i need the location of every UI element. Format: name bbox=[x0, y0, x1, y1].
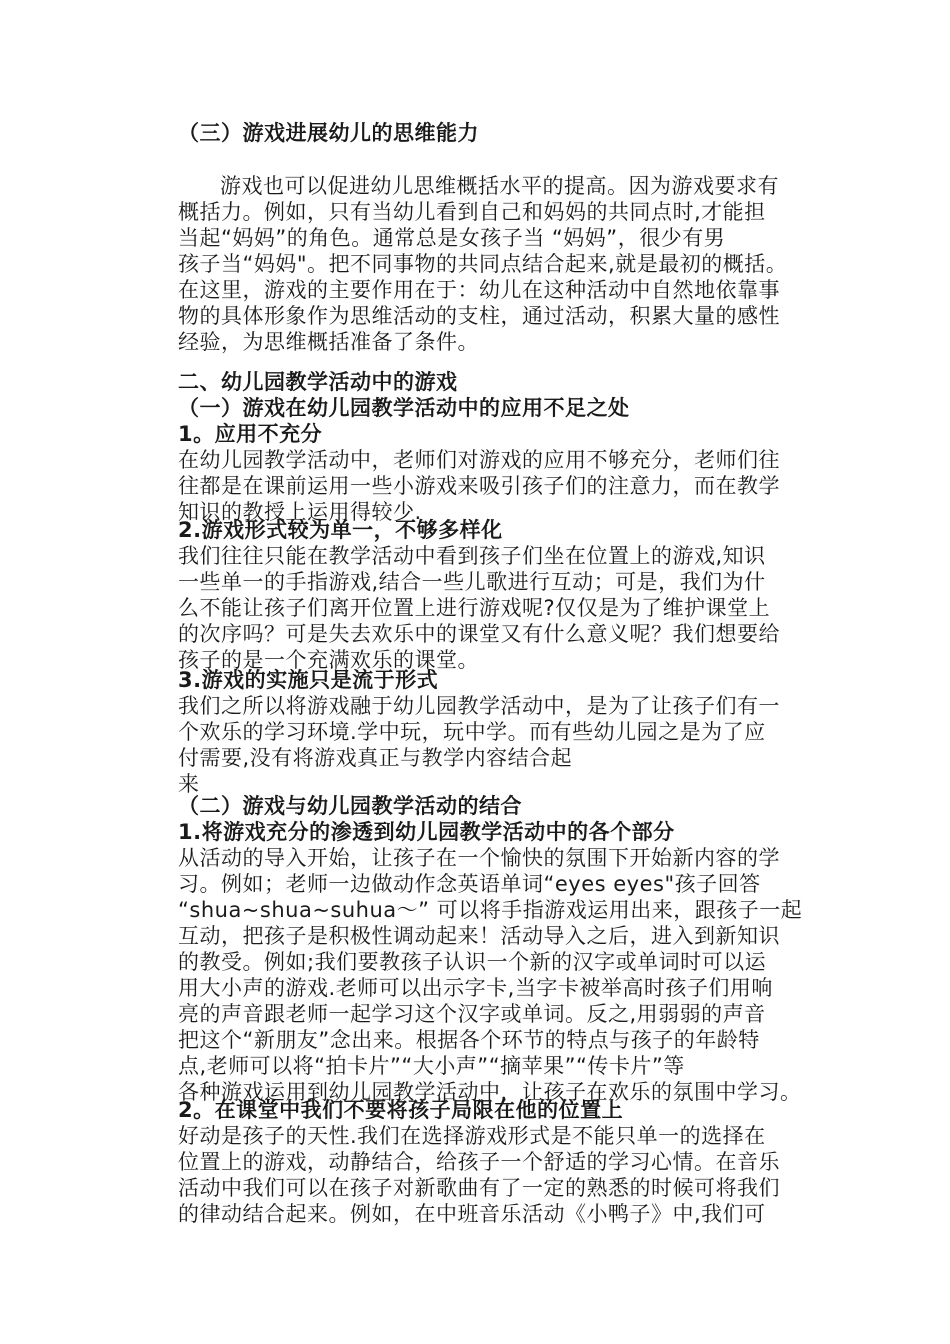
paragraph-line: 在这里，游戏的主要作用在于：幼儿在这种活动中自然地依靠事 bbox=[178, 278, 780, 302]
paragraph-line: 亮的声音跟老师一起学习这个汉字或单词。反之,用弱弱的声音 bbox=[178, 1002, 766, 1026]
item-heading: 1。应用不充分 bbox=[178, 422, 323, 446]
paragraph-line: 个欢乐的学习环境.学中玩，玩中学。而有些幼儿园之是为了应 bbox=[178, 720, 766, 744]
paragraph-line: 用大小声的游戏.老师可以出示字卡,当字卡被举高时孩子们用响 bbox=[178, 976, 773, 1000]
paragraph-line: 孩子的是一个充满欢乐的课堂。 bbox=[178, 648, 479, 672]
paragraph-line: 孩子当“妈妈"。把不同事物的共同点结合起来,就是最初的概括。 bbox=[178, 252, 788, 276]
paragraph-line: 概括力。例如，只有当幼儿看到自己和妈妈的共同点时,才能担 bbox=[178, 200, 766, 224]
item-heading: 1.将游戏充分的渗透到幼儿园教学活动中的各个部分 bbox=[178, 820, 675, 844]
part-heading: 二、幼儿园教学活动中的游戏 bbox=[178, 370, 458, 394]
paragraph-line: 各种游戏运用到幼儿园教学活动中，让孩子在欢乐的氛围中学习。 bbox=[178, 1080, 802, 1104]
paragraph-line: 从活动的导入开始，让孩子在一个愉快的氛围下开始新内容的学 bbox=[178, 846, 780, 870]
paragraph-line: 知识的教授上运用得较少. bbox=[178, 500, 422, 524]
paragraph-line: 点,老师可以将“拍卡片”“大小声”“摘苹果”“传卡片”等 bbox=[178, 1054, 685, 1078]
paragraph-line: 游戏也可以促进幼儿思维概括水平的提高。因为游戏要求有 bbox=[220, 174, 779, 198]
paragraph-line: 把这个“新朋友”念出来。根据各个环节的特点与孩子的年龄特 bbox=[178, 1028, 760, 1052]
paragraph-line: 我们之所以将游戏融于幼儿园教学活动中，是为了让孩子们有一 bbox=[178, 694, 780, 718]
paragraph-line: 经验，为思维概括准备了条件。 bbox=[178, 330, 479, 354]
paragraph-line: 好动是孩子的天性.我们在选择游戏形式是不能只单一的选择在 bbox=[178, 1124, 766, 1148]
paragraph-line: 习。例如；老师一边做动作念英语单词“eyes eyes"孩子回答 bbox=[178, 872, 761, 896]
paragraph-line: 的教受。例如;我们要教孩子认识一个新的汉字或单词时可以运 bbox=[178, 950, 767, 974]
subsection-heading: （二）游戏与幼儿园教学活动的结合 bbox=[178, 794, 522, 818]
paragraph-line: 来 bbox=[178, 772, 200, 796]
paragraph-line: 的律动结合起来。例如，在中班音乐活动《小鸭子》中,我们可 bbox=[178, 1202, 766, 1226]
paragraph-line: “shua~shua~suhua～” 可以将手指游戏运用出来，跟孩子一起 bbox=[178, 898, 803, 922]
paragraph-line: 付需要,没有将游戏真正与教学内容结合起 bbox=[178, 746, 573, 770]
paragraph-line: 的次序吗？可是失去欢乐中的课堂又有什么意义呢？我们想要给 bbox=[178, 622, 780, 646]
paragraph-line: 当起“妈妈”的角色。通常总是女孩子当 “妈妈”，很少有男 bbox=[178, 226, 726, 250]
section-heading: （三）游戏进展幼儿的思维能力 bbox=[178, 121, 479, 145]
paragraph-line: 互动，把孩子是积极性调动起来！活动导入之后，进入到新知识 bbox=[178, 924, 780, 948]
paragraph-line: 往都是在课前运用一些小游戏来吸引孩子们的注意力，而在教学 bbox=[178, 474, 780, 498]
paragraph-line: 物的具体形象作为思维活动的支柱，通过活动，积累大量的感性 bbox=[178, 304, 780, 328]
paragraph-line: 一些单一的手指游戏,结合一些儿歌进行互动；可是，我们为什 bbox=[178, 570, 766, 594]
paragraph-line: 位置上的游戏，动静结合，给孩子一个舒适的学习心情。在音乐 bbox=[178, 1150, 780, 1174]
item-heading: 3.游戏的实施只是流于形式 bbox=[178, 668, 439, 692]
item-heading: 2.游戏形式较为单一，不够多样化 bbox=[178, 518, 503, 542]
paragraph-line: 活动中我们可以在孩子对新歌曲有了一定的熟悉的时候可将我们 bbox=[178, 1176, 780, 1200]
paragraph-line: 我们往往只能在教学活动中看到孩子们坐在位置上的游戏,知识 bbox=[178, 544, 766, 568]
subsection-heading: （一）游戏在幼儿园教学活动中的应用不足之处 bbox=[178, 396, 630, 420]
paragraph-line: 在幼儿园教学活动中，老师们对游戏的应用不够充分，老师们往 bbox=[178, 448, 780, 472]
item-heading: 2。在课堂中我们不要将孩子局限在他的位置上 bbox=[178, 1098, 624, 1122]
paragraph-line: 么不能让孩子们离开位置上进行游戏呢?仅仅是为了维护课堂上 bbox=[178, 596, 771, 620]
